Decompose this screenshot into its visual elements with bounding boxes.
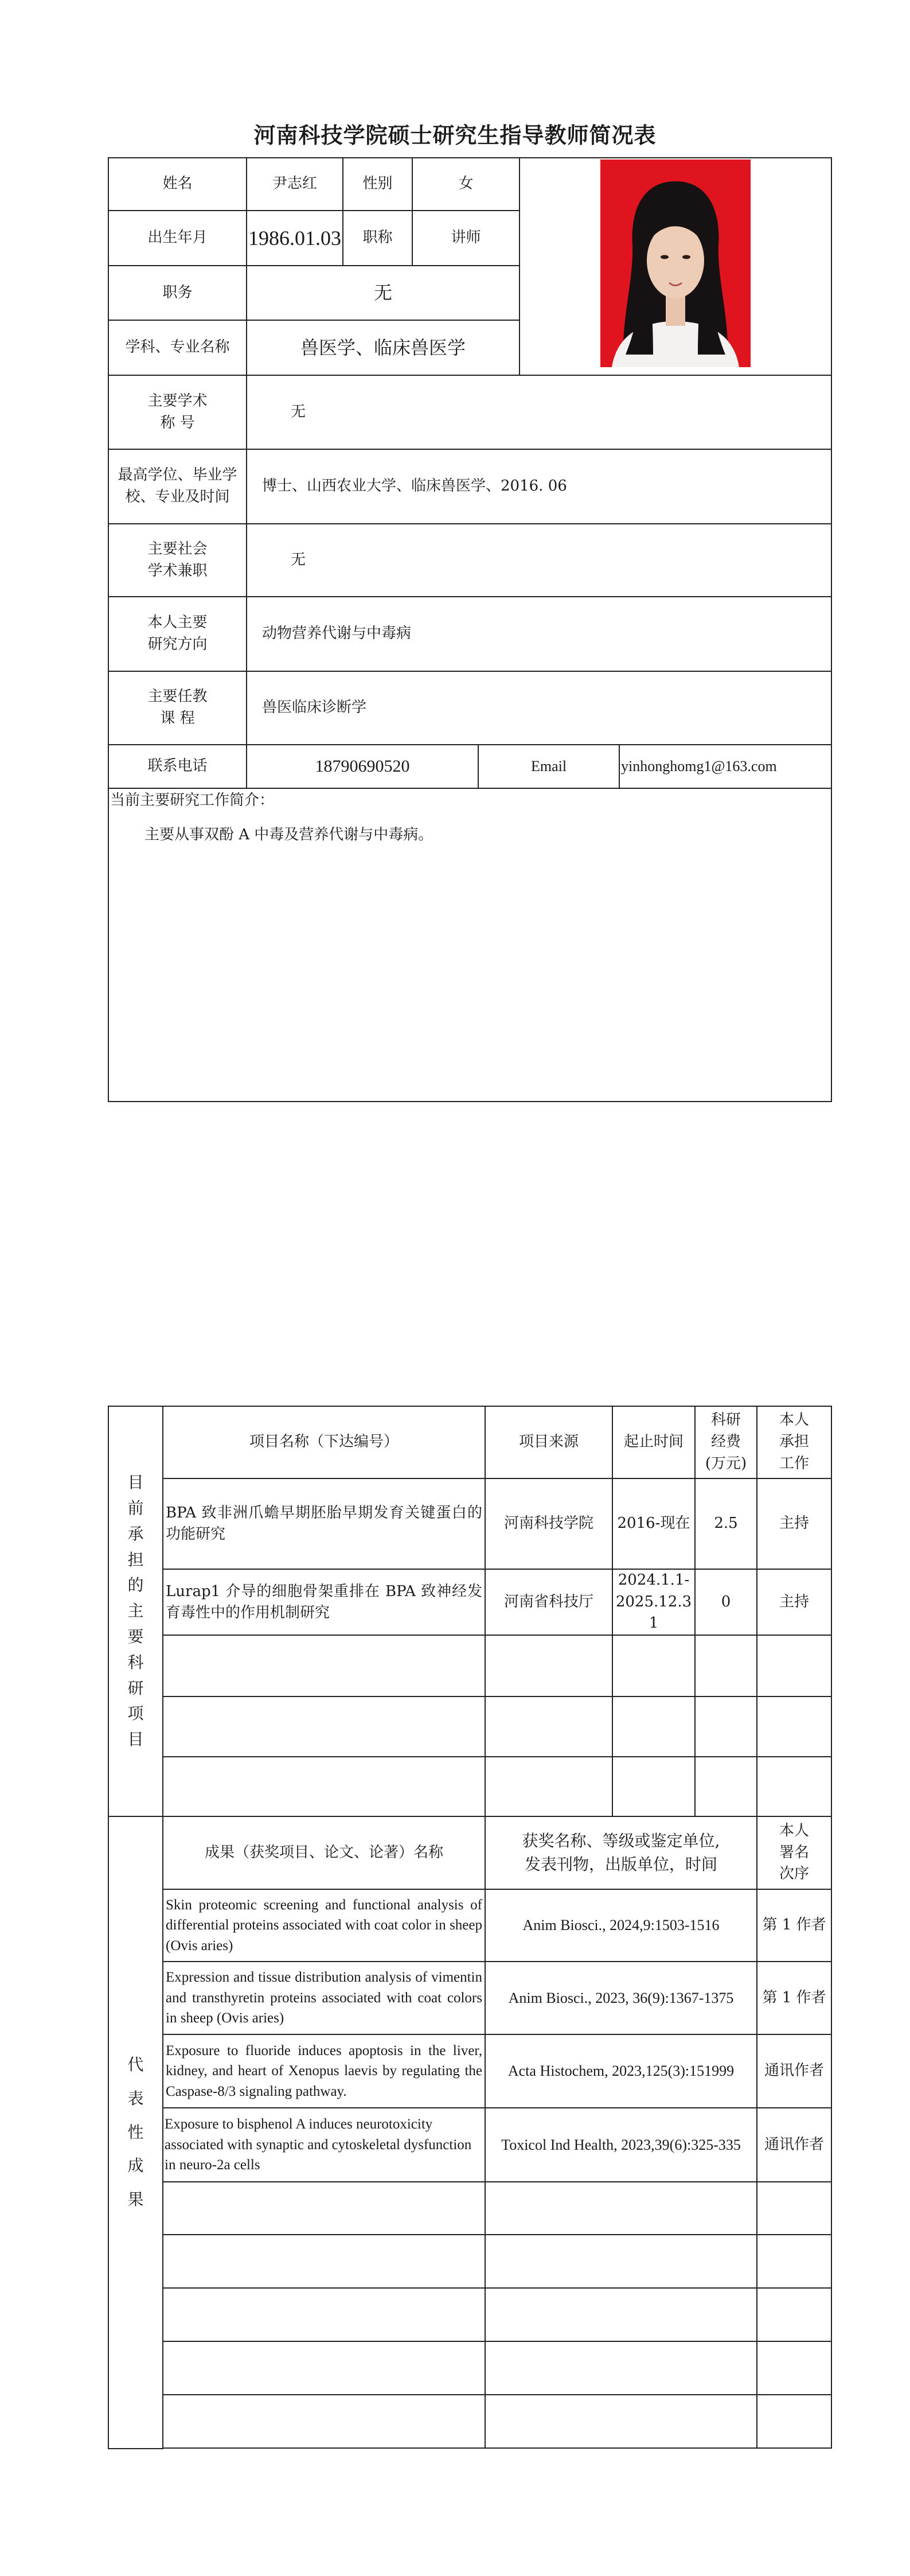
honor-value: 无 (247, 375, 831, 449)
profile-table (108, 157, 832, 1102)
degree-label-line1: 最高学位、毕业学 (118, 466, 237, 484)
project-name: BPA 致非洲爪蟾早期胚胎早期发育关键蛋白的功能研究 (163, 1478, 485, 1569)
gender-label: 性别 (343, 158, 412, 211)
project-source: 河南省科技厅 (485, 1569, 612, 1635)
email-value: yinhonghomg1@163.com (619, 745, 831, 788)
research-table (108, 1406, 832, 2449)
social-value: 无 (247, 524, 831, 597)
birth-value: 1986.01.03 (247, 211, 343, 266)
achievement-name: Skin proteomic screening and functional analysis of differential proteins associated with coat color in sheep (Ovis aries) (163, 1889, 485, 1962)
projects-header-funding: 科研 经费 (万元) (695, 1406, 757, 1478)
achievement-name: Exposure to bisphenol A induces neurotoxicity associated with synaptic and cytoskeletal dysfunction in neuro-2a cells (163, 2108, 485, 2182)
project-row-empty (108, 1696, 831, 1757)
summary-cell (108, 788, 831, 1102)
social-label (108, 524, 247, 597)
achievement-row (108, 1889, 831, 1962)
achievement-source: Anim Biosci., 2024,9:1503-1516 (485, 1889, 757, 1962)
achievement-row-empty (108, 2288, 831, 2341)
achievement-row (108, 1962, 831, 2034)
phone-label: 联系电话 (108, 745, 247, 788)
research-label-line1: 本人主要 (147, 614, 208, 632)
photo-cell (520, 158, 831, 375)
name-value: 尹志红 (247, 158, 343, 211)
achievement-order: 第 1 作者 (757, 1962, 831, 2034)
achievement-order: 通讯作者 (757, 2108, 831, 2182)
summary-heading: 当前主要研究工作简介： (110, 792, 275, 809)
achievement-order: 通讯作者 (757, 2034, 831, 2108)
gender-value: 女 (412, 158, 520, 211)
degree-label (108, 449, 247, 524)
project-row-empty (108, 1757, 831, 1816)
project-funding: 2.5 (695, 1478, 757, 1569)
project-role: 主持 (757, 1478, 831, 1569)
portrait-photo (600, 159, 751, 367)
achievement-name: Exposure to fluoride induces apoptosis in the liver, kidney, and heart of Xenopus laevis by regulating the Caspase-8/3 signaling pathway. (163, 2034, 485, 2108)
achievement-row-empty (108, 2235, 831, 2288)
social-label-line1: 主要社会 (147, 540, 208, 558)
phone-value: 18790690520 (247, 745, 478, 788)
courses-value: 兽医临床诊断学 (247, 671, 831, 745)
achievements-header-name: 成果（获奖项目、论文、论著）名称 (163, 1816, 485, 1889)
projects-section-label: 目 前 承 担 的 主 要 科 研 项 目 (108, 1406, 163, 1816)
achievement-row-empty (108, 2395, 831, 2448)
project-role: 主持 (757, 1569, 831, 1635)
project-source: 河南科技学院 (485, 1478, 612, 1569)
project-row (108, 1478, 831, 1569)
project-period: 2016-现在 (612, 1478, 695, 1569)
job-title-label: 职称 (343, 211, 412, 266)
email-label: Email (478, 745, 619, 788)
project-funding: 0 (695, 1569, 757, 1635)
honor-label-line2: 称 号 (160, 414, 195, 431)
projects-header-source: 项目来源 (485, 1406, 612, 1478)
birth-label: 出生年月 (108, 211, 247, 266)
research-label-line2: 研究方向 (147, 636, 208, 653)
discipline-value: 兽医学、临床兽医学 (247, 320, 520, 375)
position-value: 无 (247, 266, 520, 320)
discipline-label: 学科、专业名称 (108, 320, 247, 375)
page-title: 河南科技学院硕士研究生指导教师简况表 (253, 123, 657, 148)
summary-text: 主要从事双酚 A 中毒及营养代谢与中毒病。 (144, 826, 433, 843)
achievement-row (108, 2108, 831, 2182)
project-row-empty (108, 1635, 831, 1696)
achievement-source: Acta Histochem, 2023,125(3):151999 (485, 2034, 757, 2108)
job-title-value: 讲师 (412, 211, 520, 266)
achievement-row (108, 2034, 831, 2108)
name-label: 姓名 (108, 158, 247, 211)
courses-label-line1: 主要任教 (147, 688, 208, 706)
projects-header-period: 起止时间 (612, 1406, 695, 1478)
achievement-name: Expression and tissue distribution analysis of vimentin and transthyretin proteins associated with coat colors in sheep (Ovis aries) (163, 1962, 485, 2034)
achievement-row-empty (108, 2341, 831, 2395)
achievement-order: 第 1 作者 (757, 1889, 831, 1962)
degree-value: 博士、山西农业大学、临床兽医学、2016. 06 (247, 449, 831, 524)
project-row (108, 1569, 831, 1635)
achievement-source: Anim Biosci., 2023, 36(9):1367-1375 (485, 1962, 757, 2034)
honor-label-line1: 主要学术 (147, 392, 208, 410)
achievement-source: Toxicol Ind Health, 2023,39(6):325-335 (485, 2108, 757, 2182)
social-label-line2: 学术兼职 (147, 562, 208, 579)
project-name: Lurap1 介导的细胞骨架重排在 BPA 致神经发育毒性中的作用机制研究 (163, 1569, 485, 1635)
achievement-row-empty (108, 2182, 831, 2235)
honor-label (108, 375, 247, 449)
research-label (108, 597, 247, 671)
research-value: 动物营养代谢与中毒病 (247, 597, 831, 671)
degree-label-line2: 校、专业及时间 (125, 488, 230, 505)
position-label: 职务 (108, 266, 247, 320)
project-period: 2024.1.1-2025.12.31 (612, 1569, 695, 1635)
courses-label (108, 671, 247, 745)
achievements-section-label: 代 表 性 成 果 (108, 1816, 163, 2449)
achievements-header-source: 获奖名称、等级或鉴定单位, 发表刊物，出版单位，时间 (485, 1816, 757, 1889)
projects-header-name: 项目名称（下达编号） (163, 1406, 485, 1478)
projects-header-role: 本人 承担 工作 (757, 1406, 831, 1478)
achievements-header-order: 本人 署名 次序 (757, 1816, 831, 1889)
courses-label-line2: 课 程 (160, 710, 195, 727)
